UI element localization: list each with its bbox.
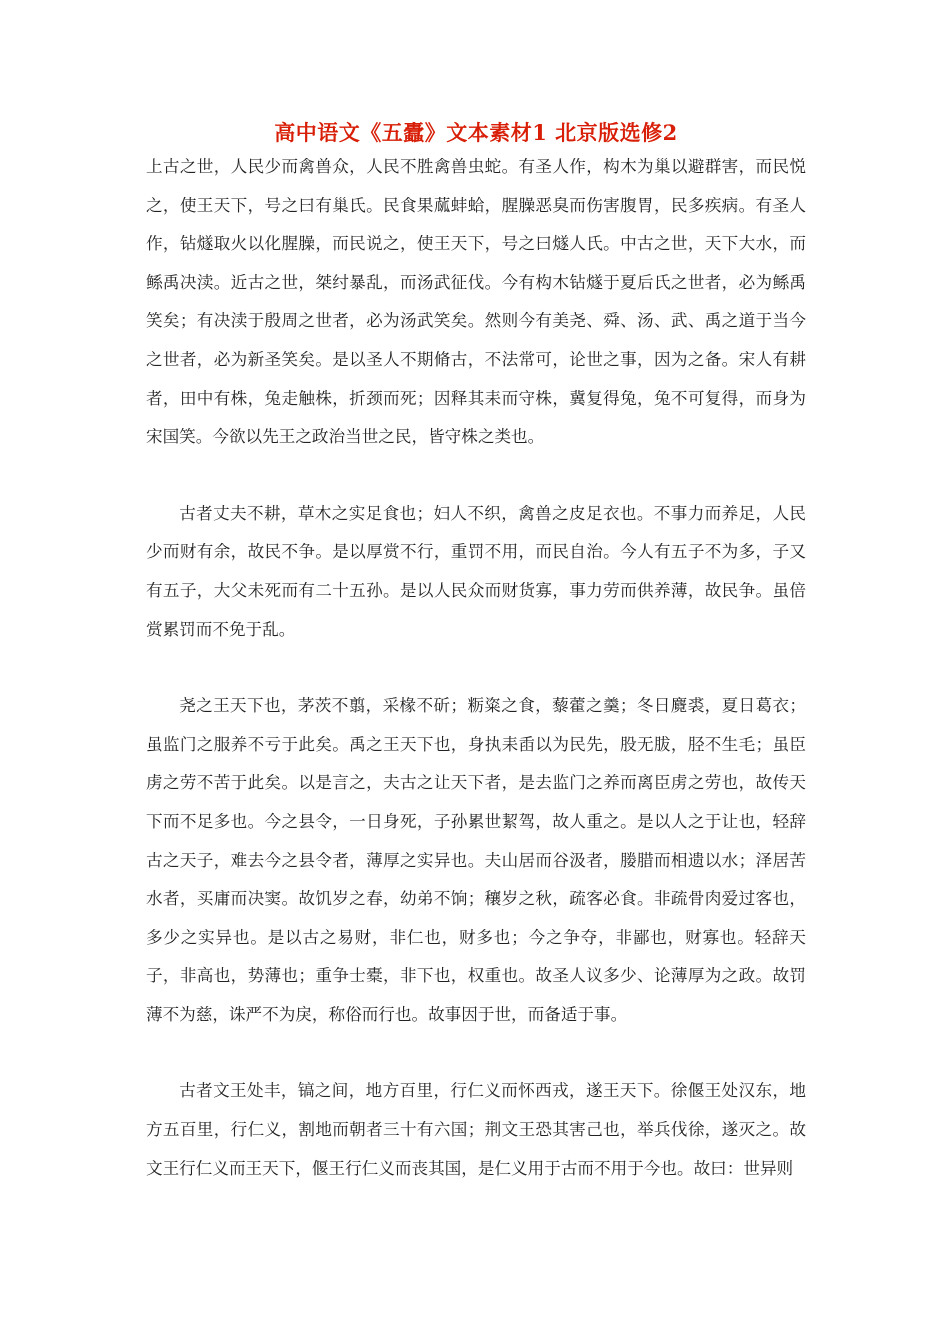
paragraph-gap bbox=[146, 1034, 806, 1072]
document-page bbox=[146, 118, 806, 1188]
paragraph-4: 古者文王处丰，镐之间，地方百里，行仁义而怀西戎，遂王天下。徐偃王处汉东，地方五百里，行仁义，割地而朝者三十有六国；荆文王恐其害己也，举兵伐徐，遂灭之。故文王行仁义而王天下，偃王行仁义而丧其国，是仁义用于古而不用于今也。故曰：世异则 bbox=[146, 1081, 806, 1178]
paragraph-3: 尧之王天下也，茅茨不翦，采椽不斫；粝粢之食，藜藿之羹；冬日麑裘，夏日葛衣；虽监门之服养不亏于此矣。禹之王天下也，身执耒臿以为民先，股无胈，胫不生毛；虽臣虏之劳不苦于此矣。以是言之，夫古之让天下者，是去监门之养而离臣虏之劳也，故传天下而不足多也。今之县令，一日身死，子孙累世絜驾，故人重之。是以人之于让也，轻辞古之天子，难去今之县令者，薄厚之实异也。夫山居而谷汲者，媵腊而相遗以水；泽居苦水者，买庸而决窦。故饥岁之春，幼弟不饷；穰岁之秋，疏客必食。非疏骨肉爱过客也，多少之实异也。是以古之易财，非仁也，财多也；今之争夺，非鄙也，财寡也。轻辞天子，非高也，势薄也；重争士橐，非下也，权重也。故圣人议多少、论薄厚为之政。故罚薄不为慈，诛严不为戾，称俗而行也。故事因于世，而备适于事。 bbox=[146, 696, 806, 1024]
paragraph-1: 上古之世，人民少而禽兽众，人民不胜禽兽虫蛇。有圣人作，构木为巢以避群害，而民悦之，使王天下，号之曰有巢氏。民食果蓏蚌蛤，腥臊恶臭而伤害腹胃，民多疾病。有圣人作，钻燧取火以化腥臊，而民说之，使王天下，号之曰燧人氏。中古之世，天下大水，而鲧禹决渎。近古之世，桀纣暴乱，而汤武征伐。今有构木钻燧于夏后氏之世者，必为鲧禹笑矣；有决渎于殷周之世者，必为汤武笑矣。然则今有美尧、舜、汤、武、禹之道于当今之世者，必为新圣笑矣。是以圣人不期脩古，不法常可，论世之事，因为之备。宋人有耕者，田中有株，兔走触株，折颈而死；因释其耒而守株，冀复得兔，兔不可复得，而身为宋国笑。今欲以先王之政治当世之民，皆守株之类也。 bbox=[146, 157, 806, 447]
paragraph-2: 古者丈夫不耕，草木之实足食也；妇人不织，禽兽之皮足衣也。不事力而养足，人民少而财有余，故民不争。是以厚赏不行，重罚不用，而民自治。今人有五子不为多，子又有五子，大父未死而有二十五孙。是以人民众而财货寡，事力劳而供养薄，故民争。虽倍赏累罚而不免于乱。 bbox=[146, 503, 806, 639]
document-title: 高中语文《五蠹》文本素材1 北京版选修2 bbox=[274, 120, 678, 145]
paragraph-gap bbox=[146, 649, 806, 687]
paragraph-gap bbox=[146, 457, 806, 495]
